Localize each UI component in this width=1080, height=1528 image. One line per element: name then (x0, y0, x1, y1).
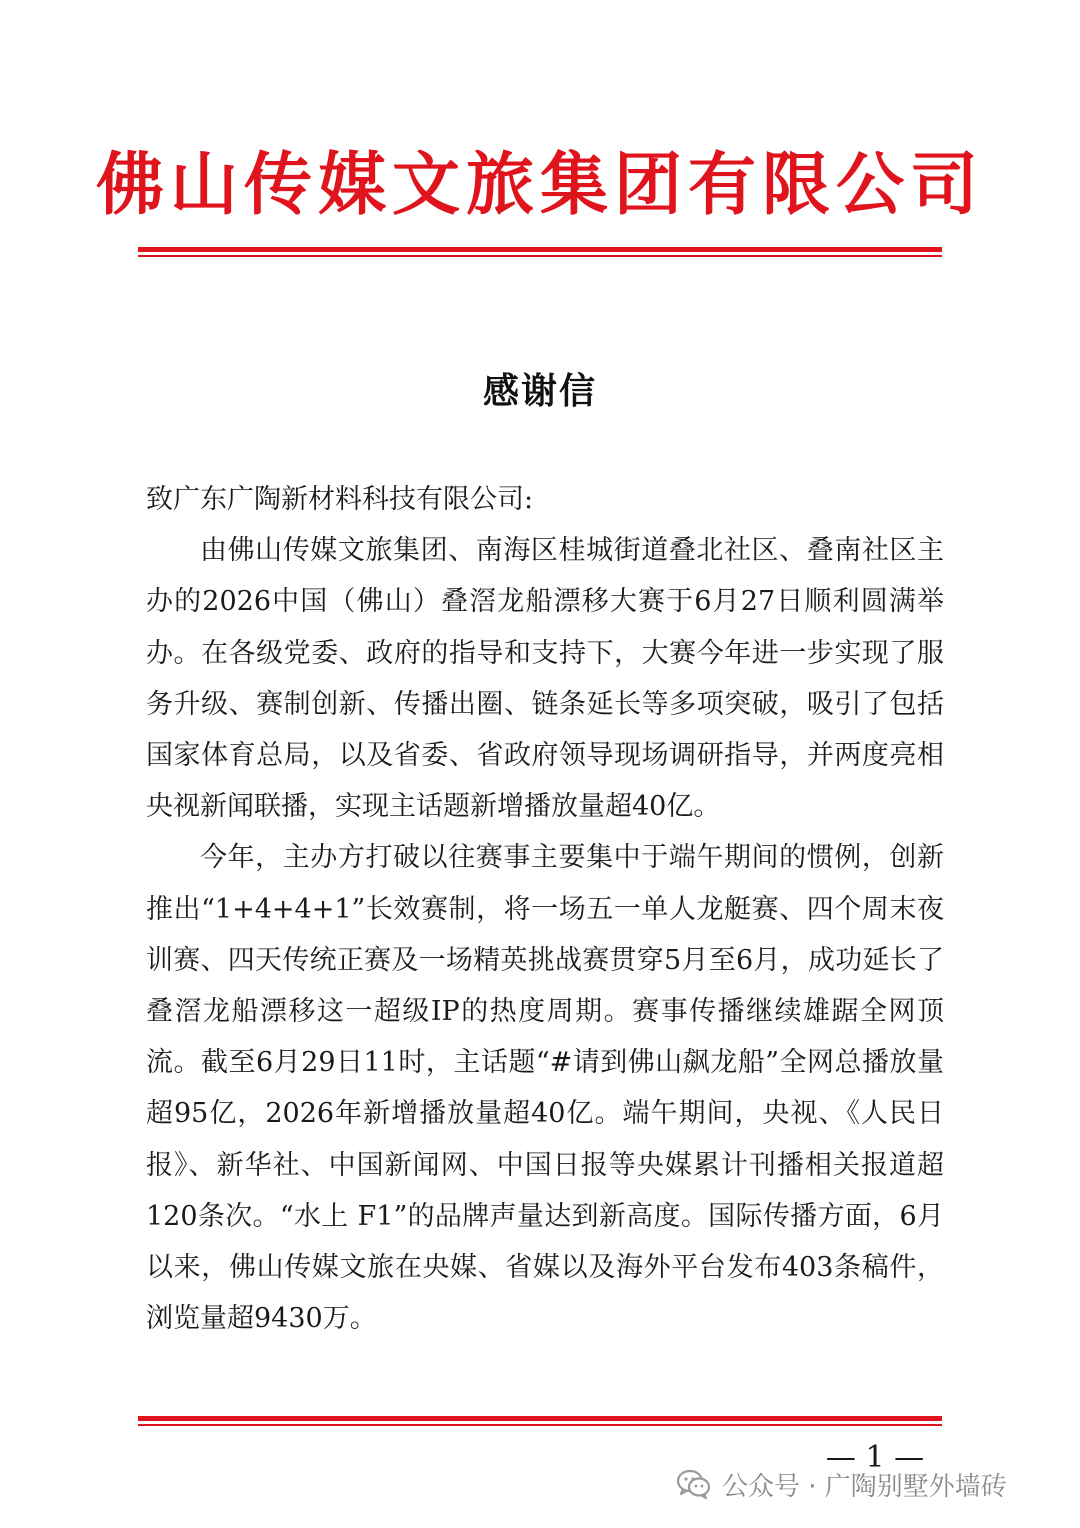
watermark (676, 1460, 1007, 1508)
letter-paragraph: 由佛山传媒文旅集团、南海区桂城街道叠北社区、叠南社区主办的2026中国（佛山）叠滘龙船漂移大赛于6月27日顺利圆满举办。在各级党委、政府的指导和支持下，大赛今年进一步实现了服务升级、赛制创新、传播出圈、链条延长等多项突破，吸引了包括国家体育总局，以及省委、省政府领导现场调研指导，并两度亮相央视新闻联播，实现主话题新增播放量超40亿。 (146, 535, 944, 823)
letter-title: 感谢信 (482, 371, 597, 412)
company-letterhead-title: 佛山传媒文旅集团有限公司 (95, 145, 984, 225)
letterhead-divider (138, 247, 942, 257)
page-number: — 1 — (825, 1440, 925, 1475)
letter-paragraph: 今年，主办方打破以往赛事主要集中于端午期间的惯例，创新推出“1+4+4+1”长效赛制，将一场五一单人龙艇赛、四个周末夜训赛、四天传统正赛及一场精英挑战赛贯穿5月至6月，成功延长了叠滘龙船漂移这一超级IP的热度周期。赛事传播继续雄踞全网顶流。截至6月29日11时，主话题“#请到佛山飙龙船”全网总播放量超95亿，2026年新增播放量超40亿。端午期间，央视、《人民日报》、新华社、中国新闻网、中国日报等央媒累计刊播相关报道超120条次。“水上 F1”的品牌声量达到新高度。国际传播方面，6月以来，佛山传媒文旅在央媒、省媒以及海外平台发布403条稿件，浏览量超9430万。 (146, 842, 944, 1335)
watermark-text: 公众号 · 广陶别墅外墙砖 (722, 1471, 1007, 1502)
wechat-icon (676, 1468, 712, 1500)
letter-salutation: 致广东广陶新材料科技有限公司: (146, 484, 534, 515)
letter-body (146, 474, 944, 1344)
footer-divider (138, 1416, 942, 1426)
